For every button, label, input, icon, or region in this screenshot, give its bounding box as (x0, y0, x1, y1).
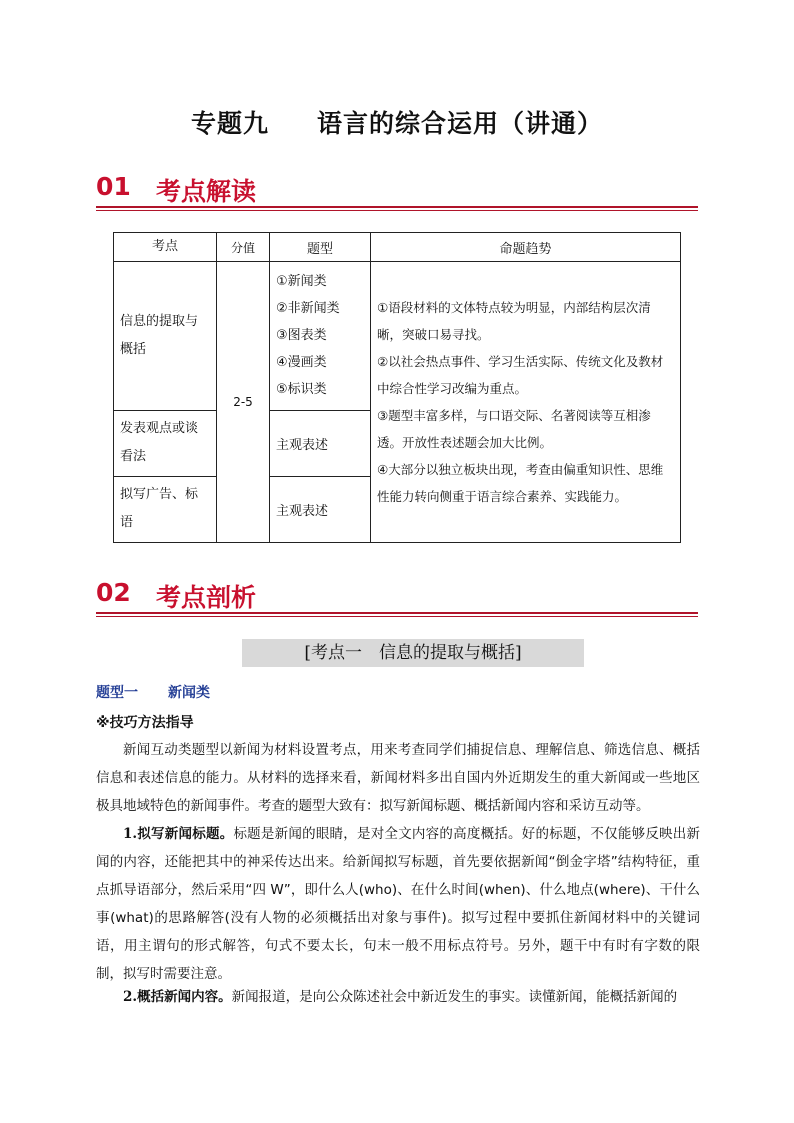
trend-item: ②以社会热点事件、学习生活实际、传统文化及教材中综合性学习改编为重点。 (377, 354, 664, 397)
paragraph-body: 标题是新闻的眼睛，是对全文内容的高度概括。好的标题，不仅能够反映出新闻的内容，还能把其中的神采传达出来。给新闻拟写标题，首先要依据新闻“倒金字塔”结构特征，重点抓导语部分，然后采用“四 W”，即什么人(who)、在什么时间(when)、什么地点(where)、干什么事(what)的思路解答(没有人物的必须概括出对象与事件)。拟写过程中要抓住新闻材料中的关键词语，用主谓句的形式解答，句式不要太长，句末一般不用标点符号。另外，题干中有时有字数的限制，拟写时需要注意。 (96, 826, 701, 982)
paragraph-summary-tips (96, 983, 700, 1011)
title-topic: 专题九 (190, 109, 269, 138)
section-divider-thin (96, 210, 698, 211)
section-label: 考点解读 (156, 177, 257, 206)
type-item: ④漫画类 (276, 355, 327, 371)
page-title (0, 104, 794, 140)
table-header: 题型 (270, 233, 371, 262)
question-type-number: 题型一 (96, 685, 138, 701)
table-cell-point: 拟写广告、标语 (114, 476, 217, 542)
section-divider-thin (96, 616, 698, 617)
trend-item: ④大部分以独立板块出现，考查由偏重知识性、思维性能力转向侧重于语言综合素养、实践能力。 (377, 462, 664, 505)
table-row (114, 262, 681, 410)
paragraph-intro: 新闻互动类题型以新闻为材料设置考点，用来考查同学们捕捉信息、理解信息、筛选信息、概括信息和表述信息的能力。从材料的选择来看，新闻材料多出自国内外近期发生的重大新闻或一些地区极具地域特色的新闻事件。考查的题型大致有：拟写新闻标题、概括新闻内容和采访互动等。 (96, 742, 700, 814)
table-cell-point: 信息的提取与概括 (114, 262, 217, 410)
table-cell-types: 主观表述 (270, 476, 371, 542)
trend-item: ③题型丰富多样，与口语交际、名著阅读等互相渗透。开放性表述题会加大比例。 (377, 408, 651, 451)
exam-point-banner: [考点一 信息的提取与概括] (242, 639, 584, 667)
section-divider (96, 206, 698, 208)
section-heading-1 (96, 172, 698, 212)
table-cell-types: 主观表述 (270, 410, 371, 476)
section-divider (96, 612, 698, 614)
type-item: ②非新闻类 (276, 301, 340, 317)
paragraph-lead: 2.概括新闻内容。 (123, 989, 232, 1005)
table-header: 分值 (217, 233, 270, 262)
section-number: 01 (96, 172, 131, 201)
type-item: ①新闻类 (276, 274, 327, 290)
paragraph-body: 新闻报道，是向公众陈述社会中新近发生的事实。读懂新闻，能概括新闻的 (231, 989, 678, 1005)
section-label: 考点剖析 (156, 583, 257, 612)
paragraph-lead: 1.拟写新闻标题。 (123, 826, 234, 842)
table-cell-types (270, 262, 371, 410)
type-item: ③图表类 (276, 328, 327, 344)
section-heading-2 (96, 578, 698, 618)
question-type-heading (96, 682, 210, 702)
table-header: 考点 (114, 233, 217, 262)
trend-item: ①语段材料的文体特点较为明显，内部结构层次清晰，突破口易寻找。 (377, 300, 651, 343)
table-cell-score: 2-5 (217, 262, 270, 543)
table-header: 命题趋势 (371, 233, 681, 262)
question-type-name: 新闻类 (168, 685, 210, 701)
title-subject: 语言的综合运用（讲通） (317, 109, 604, 138)
paragraph-headline-tips (96, 820, 700, 988)
exam-points-table (113, 232, 681, 543)
table-cell-point: 发表观点或谈看法 (114, 410, 217, 476)
type-item: ⑤标识类 (276, 382, 327, 398)
section-number: 02 (96, 578, 131, 607)
table-header-row (114, 233, 681, 262)
tips-heading: ※技巧方法指导 (96, 715, 194, 731)
table-cell-trend (371, 262, 681, 543)
